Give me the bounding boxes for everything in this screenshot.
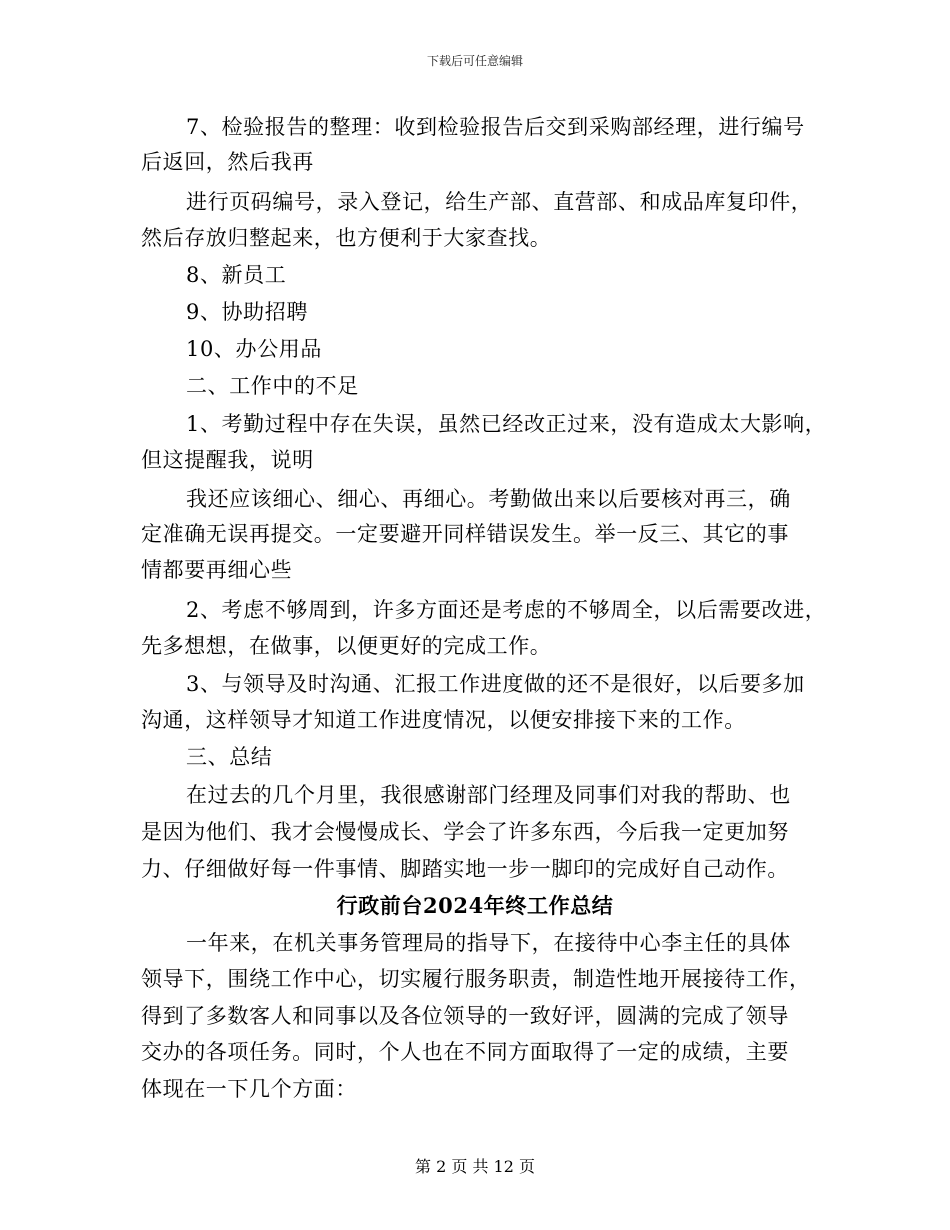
text-line: 7、检验报告的整理：收到检验报告后交到采购部经理，进行编号 [186, 115, 805, 139]
text-line: 是因为他们、我才会慢慢成长、学会了许多东西，今后我一定更加努 [141, 820, 789, 844]
text-line: 领导下，围绕工作中心，切实履行服务职责，制造性地开展接待工作， [141, 967, 811, 991]
text-line: 但这提醒我，说明 [141, 448, 314, 472]
section-heading: 三、总结 [186, 745, 273, 769]
page-footer: 第 2 页 共 12 页 [415, 1157, 535, 1176]
text-line: 体现在一下几个方面： [141, 1077, 357, 1101]
page-header: 下载后可任意编辑 [426, 54, 523, 68]
text-line: 8、新员工 [186, 263, 287, 287]
text-line: 情都要再细心些 [141, 558, 293, 582]
text-line: 先多想想，在做事，以便更好的完成工作。 [141, 634, 552, 658]
section-heading: 二、工作中的不足 [186, 374, 359, 398]
text-line: 后返回，然后我再 [141, 150, 314, 174]
text-line: 进行页码编号，录入登记，给生产部、直营部、和成品库复印件， [186, 190, 813, 214]
text-line: 我还应该细心、细心、再细心。考勤做出来以后要核对再三，确 [186, 487, 791, 511]
text-line: 沟通，这样领导才知道工作进度情况，以便安排接下来的工作。 [141, 708, 746, 732]
text-line: 2、考虑不够周到，许多方面还是考虑的不够周全，以后需要改进， [186, 598, 827, 622]
text-line: 一年来，在机关事务管理局的指导下，在接待中心李主任的具体 [186, 931, 791, 955]
text-line: 然后存放归整起来，也方便利于大家查找。 [141, 226, 552, 250]
text-line: 1、考勤过程中存在失误，虽然已经改正过来，没有造成太大影响， [186, 412, 827, 436]
text-line: 定准确无误再提交。一定要避开同样错误发生。举一反三、其它的事 [141, 522, 789, 546]
text-line: 力、仔细做好每一件事情、脚踏实地一步一脚印的完成好自己动作。 [141, 857, 789, 881]
text-line: 在过去的几个月里，我很感谢部门经理及同事们对我的帮助、也 [186, 783, 791, 807]
text-line: 3、与领导及时沟通、汇报工作进度做的还不是很好，以后要多加 [186, 672, 805, 696]
text-line: 9、协助招聘 [186, 300, 308, 324]
text-line: 10、办公用品 [186, 337, 322, 361]
document-title: 行政前台2024年终工作总结 [336, 893, 614, 918]
text-line: 交办的各项任务。同时，个人也在不同方面取得了一定的成绩，主要 [141, 1040, 789, 1064]
text-line: 得到了多数客人和同事以及各位领导的一致好评，圆满的完成了领导 [141, 1004, 789, 1028]
